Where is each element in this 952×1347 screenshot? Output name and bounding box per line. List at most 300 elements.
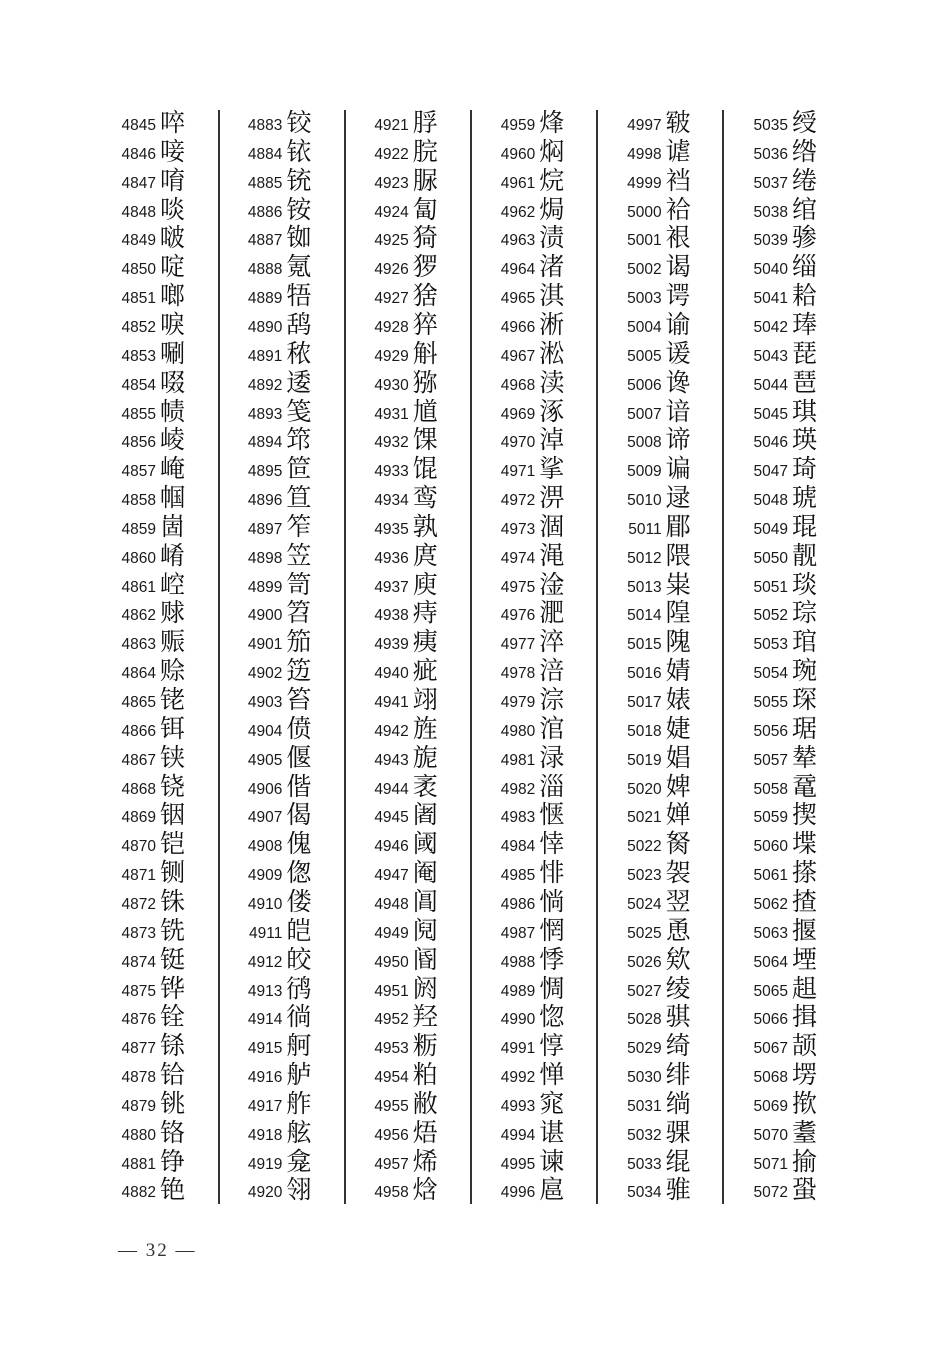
entry-character: 阈 (412, 829, 438, 859)
list-item (100, 656, 226, 684)
entry-character: 渎 (539, 367, 565, 397)
list-item (479, 339, 605, 367)
list-item (479, 397, 605, 425)
entry-character: 崤 (160, 540, 186, 570)
list-item (100, 281, 226, 309)
entry-number: 5068 (753, 1069, 788, 1087)
list-item (479, 916, 605, 944)
entry-number: 5010 (627, 492, 662, 510)
list-item (732, 1175, 858, 1203)
list-item (353, 570, 479, 598)
list-item (479, 541, 605, 569)
list-item (100, 743, 226, 771)
entry-number: 4954 (374, 1069, 409, 1087)
entry-character: 惝 (539, 886, 565, 916)
entry-character: 赊 (160, 656, 186, 686)
entry-number: 4873 (121, 924, 156, 942)
entry-character: 赇 (160, 598, 186, 628)
list-item (732, 627, 858, 655)
entry-number: 4905 (247, 751, 283, 769)
list-item (606, 1031, 732, 1059)
list-item (353, 252, 479, 280)
entry-character: 舷 (286, 1117, 312, 1147)
entry-character: 淇 (539, 281, 565, 311)
entry-number: 5071 (753, 1155, 788, 1173)
entry-number: 5004 (627, 318, 662, 336)
entry-number: 5026 (627, 953, 662, 971)
entry-character: 惬 (539, 800, 565, 830)
entry-character: 铱 (286, 136, 312, 166)
list-item (732, 916, 858, 944)
entry-number: 4868 (121, 780, 156, 798)
entry-number: 4861 (121, 578, 156, 596)
list-item (100, 252, 226, 280)
list-item (353, 1060, 479, 1088)
list-item (353, 1175, 479, 1203)
entry-character: 阊 (412, 886, 438, 916)
list-item (100, 627, 226, 655)
list-item (100, 223, 226, 251)
list-item (732, 570, 858, 598)
list-item (353, 916, 479, 944)
entry-character: 笮 (286, 511, 312, 541)
list-item (100, 512, 226, 540)
list-item (353, 714, 479, 742)
entry-number: 4955 (374, 1097, 409, 1115)
entry-character: 偾 (286, 713, 312, 743)
entry-number: 4941 (374, 694, 409, 711)
list-item (606, 570, 732, 598)
entry-number: 4865 (121, 694, 156, 711)
entry-number: 4956 (374, 1126, 409, 1144)
list-item (606, 916, 732, 944)
table-column (606, 108, 732, 1204)
list-item (100, 541, 226, 569)
list-item (606, 1089, 732, 1117)
entry-number: 4864 (121, 665, 156, 683)
entry-character: 鸾 (412, 483, 438, 513)
list-item (353, 1118, 479, 1146)
entry-number: 5066 (753, 1011, 788, 1029)
list-item (479, 743, 605, 771)
entry-number: 4913 (247, 982, 283, 1000)
entry-character: 谒 (665, 252, 691, 282)
entry-character: 惘 (539, 915, 565, 945)
list-item (226, 108, 352, 136)
entry-character: 逯 (665, 483, 691, 513)
entry-number: 5029 (627, 1040, 662, 1058)
entry-number: 4850 (121, 261, 156, 279)
list-item (353, 454, 479, 482)
entry-character: 揳 (792, 800, 818, 830)
entry-character: 猗 (412, 223, 438, 253)
entry-character: 旎 (412, 742, 438, 772)
list-item (606, 454, 732, 482)
entry-number: 5001 (627, 232, 662, 250)
entry-number: 4900 (247, 607, 283, 625)
entry-number: 4915 (247, 1040, 283, 1058)
entry-number: 4852 (121, 318, 156, 336)
entry-character: 绾 (792, 194, 818, 224)
entry-number: 5006 (627, 376, 662, 394)
entry-number: 4964 (500, 261, 536, 279)
entry-number: 4974 (500, 549, 536, 567)
entry-character: 粕 (412, 1060, 438, 1090)
list-item (353, 339, 479, 367)
list-item (479, 368, 605, 396)
entry-character: 笞 (286, 685, 312, 714)
list-item (732, 339, 858, 367)
entry-character: 啐 (160, 108, 186, 137)
list-item (732, 1002, 858, 1030)
entry-character: 猡 (412, 252, 438, 282)
entry-number: 4855 (121, 405, 156, 423)
list-item (226, 425, 352, 453)
list-item (226, 627, 352, 655)
entry-number: 4911 (249, 924, 283, 942)
list-item (606, 945, 732, 973)
entry-number: 5062 (753, 895, 788, 913)
entry-character: 塄 (792, 1060, 818, 1090)
entry-number: 4901 (247, 636, 283, 654)
entry-character: 绮 (665, 1031, 691, 1061)
entry-character: 馄 (412, 454, 438, 484)
entry-number: 5024 (627, 895, 662, 913)
entry-character: 旌 (412, 713, 438, 743)
entry-character: 帻 (160, 396, 186, 426)
entry-character: 焐 (412, 1117, 438, 1147)
entry-number: 4961 (500, 174, 536, 192)
entry-character: 啵 (160, 223, 186, 253)
list-item (732, 743, 858, 771)
entry-number: 4928 (374, 318, 409, 336)
entry-character: 靓 (792, 540, 818, 570)
list-item (226, 166, 352, 194)
list-item (479, 1002, 605, 1030)
entry-number: 4996 (500, 1184, 536, 1202)
list-item (226, 454, 352, 482)
entry-number: 4853 (121, 347, 156, 365)
column-divider (218, 110, 220, 1204)
list-item (100, 800, 226, 828)
character-table (100, 108, 852, 1204)
list-item (479, 974, 605, 1002)
entry-number: 4999 (627, 174, 662, 192)
entry-character: 骖 (792, 223, 818, 253)
entry-character: 铩 (160, 1031, 186, 1061)
list-item (606, 195, 732, 223)
entry-character: 谝 (665, 454, 691, 484)
entry-number: 4919 (247, 1155, 283, 1173)
list-item (226, 339, 352, 367)
entry-number: 4884 (247, 145, 283, 163)
list-item (606, 772, 732, 800)
entry-character: 琥 (792, 483, 818, 513)
list-item (353, 483, 479, 511)
entry-number: 4902 (247, 665, 283, 683)
entry-character: 淠 (539, 483, 565, 513)
column-divider (596, 110, 598, 1204)
entry-character: 逶 (286, 367, 312, 397)
entry-number: 4973 (500, 520, 536, 538)
entry-number: 5037 (753, 174, 788, 192)
list-item (353, 858, 479, 886)
entry-number: 5070 (753, 1126, 788, 1144)
entry-number: 4907 (247, 809, 283, 827)
entry-number: 4968 (500, 376, 536, 394)
list-item (353, 598, 479, 626)
entry-character: 翌 (665, 886, 691, 916)
entry-character: 斛 (412, 338, 438, 368)
entry-number: 4967 (500, 347, 536, 365)
entry-number: 4930 (374, 376, 409, 394)
list-item (479, 454, 605, 482)
entry-number: 5069 (753, 1097, 788, 1115)
entry-character: 笤 (286, 598, 312, 628)
list-item (353, 425, 479, 453)
entry-character: 淝 (539, 598, 565, 628)
entry-character: 赈 (160, 627, 186, 657)
entry-character: 馗 (412, 396, 438, 426)
entry-number: 4949 (374, 924, 409, 942)
entry-number: 4917 (247, 1097, 283, 1115)
entry-number: 4950 (374, 953, 409, 971)
list-item (606, 800, 732, 828)
entry-number: 4920 (247, 1184, 283, 1202)
list-item (226, 974, 352, 1002)
entry-number: 5013 (627, 578, 662, 596)
entry-character: 绶 (792, 108, 818, 137)
list-item (606, 397, 732, 425)
entry-character: 庾 (412, 569, 438, 599)
entry-number: 4893 (247, 405, 283, 423)
entry-number: 5011 (628, 520, 662, 538)
entry-number: 4939 (374, 636, 409, 654)
list-item (353, 368, 479, 396)
entry-number: 4937 (374, 578, 409, 596)
entry-number: 4988 (500, 953, 536, 971)
list-item (606, 656, 732, 684)
entry-character: 揸 (792, 886, 818, 916)
list-item (732, 858, 858, 886)
entry-character: 揖 (792, 1002, 818, 1032)
entry-number: 4935 (374, 520, 409, 538)
entry-number: 5036 (753, 145, 788, 163)
list-item (479, 1060, 605, 1088)
entry-character: 裉 (665, 223, 691, 253)
entry-character: 婊 (665, 685, 691, 714)
entry-number: 4906 (247, 780, 283, 798)
entry-number: 4862 (121, 607, 156, 625)
list-item (606, 858, 732, 886)
list-item (226, 541, 352, 569)
list-item (100, 368, 226, 396)
list-item (226, 252, 352, 280)
entry-number: 4851 (121, 290, 156, 308)
list-item (479, 195, 605, 223)
entry-character: 翊 (412, 685, 438, 714)
list-item (353, 310, 479, 338)
list-item (479, 223, 605, 251)
entry-number: 4936 (374, 549, 409, 567)
entry-character: 婵 (665, 800, 691, 830)
entry-character: 铰 (286, 108, 312, 137)
list-item (353, 829, 479, 857)
entry-number: 4922 (374, 145, 409, 163)
list-item (606, 829, 732, 857)
entry-character: 猕 (412, 367, 438, 397)
entry-character: 铣 (160, 915, 186, 945)
entry-number: 4982 (500, 780, 536, 798)
entry-number: 4997 (627, 117, 662, 134)
entry-number: 4869 (121, 809, 156, 827)
list-item (606, 1002, 732, 1030)
entry-character: 琚 (792, 713, 818, 743)
list-item (100, 714, 226, 742)
entry-character: 崦 (160, 454, 186, 484)
entry-character: 颉 (792, 1031, 818, 1061)
entry-character: 阇 (412, 800, 438, 830)
list-item (226, 743, 352, 771)
entry-character: 偻 (286, 886, 312, 916)
list-item (606, 685, 732, 713)
entry-character: 扈 (539, 1175, 565, 1205)
entry-character: 搽 (792, 858, 818, 888)
entry-number: 4984 (500, 838, 536, 856)
entry-character: 烽 (539, 108, 565, 137)
list-item (606, 310, 732, 338)
list-item (732, 685, 858, 713)
entry-character: 鼋 (792, 771, 818, 801)
list-item (353, 772, 479, 800)
list-item (100, 858, 226, 886)
entry-number: 4889 (247, 290, 283, 308)
entry-character: 涸 (539, 511, 565, 541)
list-item (226, 1089, 352, 1117)
entry-character: 绫 (665, 973, 691, 1003)
entry-number: 4903 (247, 694, 283, 711)
entry-number: 5042 (753, 318, 788, 336)
entry-character: 馃 (412, 425, 438, 455)
list-item (479, 425, 605, 453)
list-item (226, 1118, 352, 1146)
entry-number: 5055 (753, 694, 788, 711)
list-item (226, 916, 352, 944)
list-item (226, 1002, 352, 1030)
list-item (606, 743, 732, 771)
entry-number: 5039 (753, 232, 788, 250)
list-item (479, 310, 605, 338)
list-item (353, 1147, 479, 1175)
entry-character: 谑 (665, 136, 691, 166)
entry-number: 4985 (500, 867, 536, 885)
entry-number: 4894 (247, 434, 283, 452)
entry-number: 4870 (121, 838, 156, 856)
entry-number: 4883 (247, 117, 283, 134)
list-item (353, 945, 479, 973)
entry-character: 揄 (792, 1146, 818, 1176)
entry-character: 涿 (539, 396, 565, 426)
list-item (732, 974, 858, 1002)
list-item (732, 772, 858, 800)
entry-number: 4944 (374, 780, 409, 798)
entry-number: 5054 (753, 665, 788, 683)
entry-character: 铳 (286, 165, 312, 195)
entry-character: 唷 (160, 165, 186, 195)
entry-number: 5028 (627, 1011, 662, 1029)
page-number: — 32 — (118, 1240, 197, 1261)
list-item (226, 368, 352, 396)
entry-number: 4897 (247, 520, 283, 538)
list-item (479, 685, 605, 713)
entry-number: 4977 (500, 636, 536, 654)
list-item (353, 1089, 479, 1117)
list-item (226, 281, 352, 309)
entry-number: 5058 (753, 780, 788, 798)
entry-character: 翎 (286, 1175, 312, 1205)
list-item (606, 714, 732, 742)
list-item (226, 1175, 352, 1203)
entry-character: 袤 (412, 771, 438, 801)
entry-number: 5009 (627, 463, 662, 481)
list-item (100, 570, 226, 598)
list-item (606, 1118, 732, 1146)
entry-character: 焓 (412, 1175, 438, 1205)
entry-number: 4929 (374, 347, 409, 365)
entry-character: 谏 (539, 1146, 565, 1176)
entry-number: 5033 (627, 1155, 662, 1173)
list-item (353, 656, 479, 684)
list-item (732, 829, 858, 857)
list-item (226, 858, 352, 886)
list-item (732, 887, 858, 915)
entry-character: 敝 (412, 1088, 438, 1118)
entry-character: 疵 (412, 656, 438, 686)
entry-character: 谕 (665, 309, 691, 339)
entry-character: 悱 (539, 858, 565, 888)
entry-number: 4847 (121, 174, 156, 192)
list-item (732, 598, 858, 626)
entry-number: 5060 (753, 838, 788, 856)
entry-number: 4995 (500, 1155, 536, 1173)
entry-number: 4987 (500, 924, 536, 942)
list-item (100, 974, 226, 1002)
list-item (353, 1002, 479, 1030)
entry-character: 烯 (412, 1146, 438, 1176)
list-item (100, 1002, 226, 1030)
list-item (732, 1089, 858, 1117)
list-item (353, 743, 479, 771)
entry-number: 4892 (247, 376, 283, 394)
entry-character: 皲 (665, 108, 691, 137)
entry-number: 4886 (247, 203, 283, 221)
list-item (479, 1118, 605, 1146)
list-item (226, 1147, 352, 1175)
entry-number: 5050 (753, 549, 788, 567)
entry-number: 4909 (247, 867, 283, 885)
entry-number: 4976 (500, 607, 536, 625)
entry-character: 铮 (160, 1146, 186, 1176)
entry-character: 铪 (160, 1060, 186, 1090)
list-item (353, 223, 479, 251)
entry-number: 4867 (121, 751, 156, 769)
entry-number: 5045 (753, 405, 788, 423)
entry-character: 鸻 (286, 973, 312, 1003)
entry-number: 4895 (247, 463, 283, 481)
entry-number: 4888 (247, 261, 283, 279)
list-item (100, 310, 226, 338)
entry-number: 4923 (374, 174, 409, 192)
